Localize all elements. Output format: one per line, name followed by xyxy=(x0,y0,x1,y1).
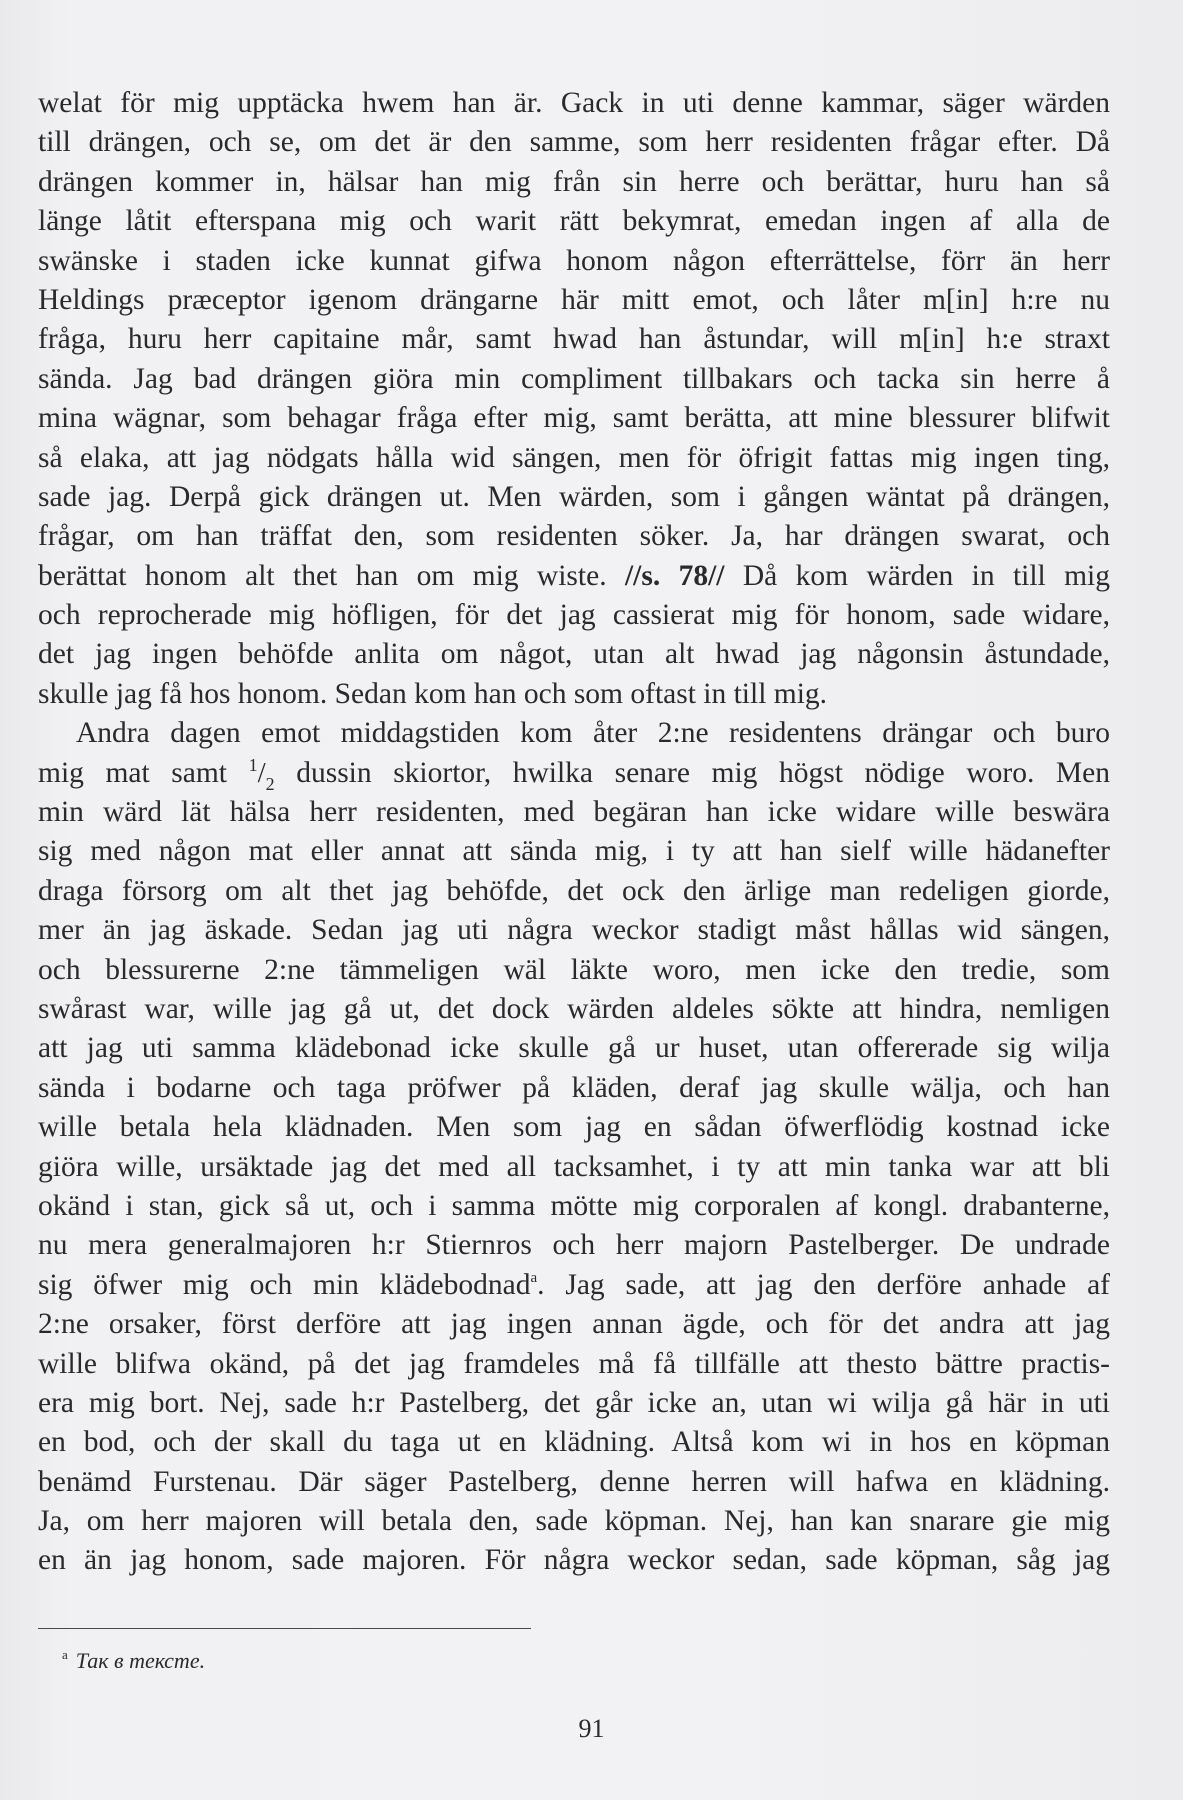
text-line: okänd i stan, gick så ut, och i samma mötte mig corporalen af kongl. drabanterne, xyxy=(38,1189,1110,1222)
text-line: och blessurerne 2:ne tämmeligen wäl läkte woro, men icke den tredie, som xyxy=(38,953,1110,986)
text-line: så elaka, att jag nödgats hålla wid sängen, men för öfrigit fattas mig ingen ting, xyxy=(38,441,1110,474)
text-line: sade jag. Derpå gick drängen ut. Men wärden, som i gången wäntat på drängen, xyxy=(38,480,1110,513)
text-line: 2:ne orsaker, först derföre att jag ingen annan ägde, och för det andra att jag xyxy=(38,1308,1110,1341)
text-line: swänske i staden icke kunnat gifwa honom någon efterrättelse, förr än herr xyxy=(38,244,1110,277)
text-line: länge låtit efterspana mig och warit rätt bekymrat, emedan ingen af alla de xyxy=(38,205,1110,238)
page-number: 91 xyxy=(578,1714,605,1743)
text-line-footnote-ref xyxy=(38,1266,1110,1305)
body-text xyxy=(38,84,1110,1581)
footnote-text: Так в тексте. xyxy=(75,1648,206,1673)
text-line: och reprocherade mig höfligen, för det jag cassierat mig för honom, sade widare, xyxy=(38,599,1110,632)
text-line: wille blifwa okänd, på det jag framdeles må få tillfälle att thesto bättre practis- xyxy=(38,1347,1110,1380)
text-line: till drängen, och se, om det är den samme, som herr residenten frågar efter. Då xyxy=(38,126,1110,159)
line-segment: berättat honom alt thet han om mig wiste. xyxy=(38,559,625,592)
text-line: sända. Jag bad drängen giöra min compliment tillbakars och tacka sin herre å xyxy=(38,362,1110,395)
text-line: swårast war, wille jag gå ut, det dock wärden aldeles sökte att hindra, nemligen xyxy=(38,992,1110,1025)
text-line: draga försorg om alt thet jag behöfde, det ock den ärlige man redeligen giorde, xyxy=(38,874,1110,907)
text-line: giöra wille, ursäktade jag det med all tacksamhet, i ty att min tanka war att bli xyxy=(38,1150,1110,1183)
source-page-marker: //s. 78// xyxy=(624,559,725,592)
footnote-reference: a xyxy=(530,1269,538,1286)
text-line: min wärd lät hälsa herr residenten, med begäran han icke widare wille beswära xyxy=(38,796,1110,829)
line-segment: sig öfwer mig och min klädebodnad xyxy=(38,1268,531,1301)
text-line: det jag ingen behöfde anlita om något, utan alt hwad jag någonsin åstundade, xyxy=(38,638,1110,671)
text-line: att jag uti samma klädebonad icke skulle gå ur huset, utan offererade sig wilja xyxy=(38,1032,1110,1065)
text-line: welat för mig upptäcka hwem han är. Gack in uti denne kammar, säger wärden xyxy=(38,87,1110,119)
text-line-fraction xyxy=(38,754,1110,793)
text-line: nu mera generalmajoren h:r Stiernros och herr majorn Pastelberger. De undrade xyxy=(38,1229,1110,1262)
fraction-numerator: 1 xyxy=(248,754,258,775)
line-segment: . Jag sade, att jag den derföre anhade af xyxy=(537,1268,1111,1301)
text-line: benämd Furstenau. Där säger Pastelberg, denne herren will hafwa en klädning. xyxy=(38,1465,1110,1498)
line-segment: Då kom wärden in till mig xyxy=(724,559,1111,592)
fraction-slash: / xyxy=(257,756,266,789)
text-line: era mig bort. Nej, sade h:r Pastelberg, det går icke an, utan wi wilja gå här in uti xyxy=(38,1386,1110,1419)
text-line: frågar, om han träffat den, som residenten söker. Ja, har drängen swarat, och xyxy=(38,520,1110,553)
text-line: fråga, huru herr capitaine mår, samt hwad han åstundar, will m[in] h:e straxt xyxy=(38,323,1110,356)
fraction-denominator: 2 xyxy=(265,773,275,794)
text-line: skulle jag få hos honom. Sedan kom han och som oftast in till mig. xyxy=(38,677,828,710)
text-line: wille betala hela klädnaden. Men som jag en sådan öfwerflödig kostnad icke xyxy=(38,1111,1110,1144)
text-line: Heldings præceptor igenom drängarne här mitt emot, och låter m[in] h:re nu xyxy=(38,283,1110,316)
line-segment: dussin skiortor, hwilka senare mig högst nödige woro. Men xyxy=(274,756,1110,789)
line-segment: mig mat samt xyxy=(38,756,249,789)
footnote-mark: a xyxy=(62,1647,68,1662)
text-line: en bod, och der skall du taga ut en klädning. Altså kom wi in hos en köpman xyxy=(38,1426,1110,1459)
text-line: Andra dagen emot middagstiden kom åter 2:ne residentens drängar och buro xyxy=(76,717,1110,750)
text-line: mina wägnar, som behagar fråga efter mig, samt berätta, att mine blessurer blifwit xyxy=(38,402,1110,435)
text-line: drängen kommer in, hälsar han mig från sin herre och berättar, huru han så xyxy=(38,165,1110,198)
text-line: sända i bodarne och taga pröfwer på kläden, deraf jag skulle wälja, och han xyxy=(38,1071,1110,1104)
text-line: mer än jag äskade. Sedan jag uti några weckor stadigt måst hållas wid sängen, xyxy=(38,914,1110,947)
text-line: en än jag honom, sade majoren. För några weckor sedan, sade köpman, såg jag xyxy=(38,1544,1110,1577)
footnote-divider xyxy=(38,1628,531,1629)
footnote xyxy=(62,1648,205,1674)
text-line: Ja, om herr majoren will betala den, sade köpman. Nej, han kan snarare gie mig xyxy=(38,1505,1110,1538)
text-line-page-marker xyxy=(38,557,1110,596)
text-line: sig med någon mat eller annat att sända mig, i ty att han sielf wille hädanefter xyxy=(38,835,1110,868)
